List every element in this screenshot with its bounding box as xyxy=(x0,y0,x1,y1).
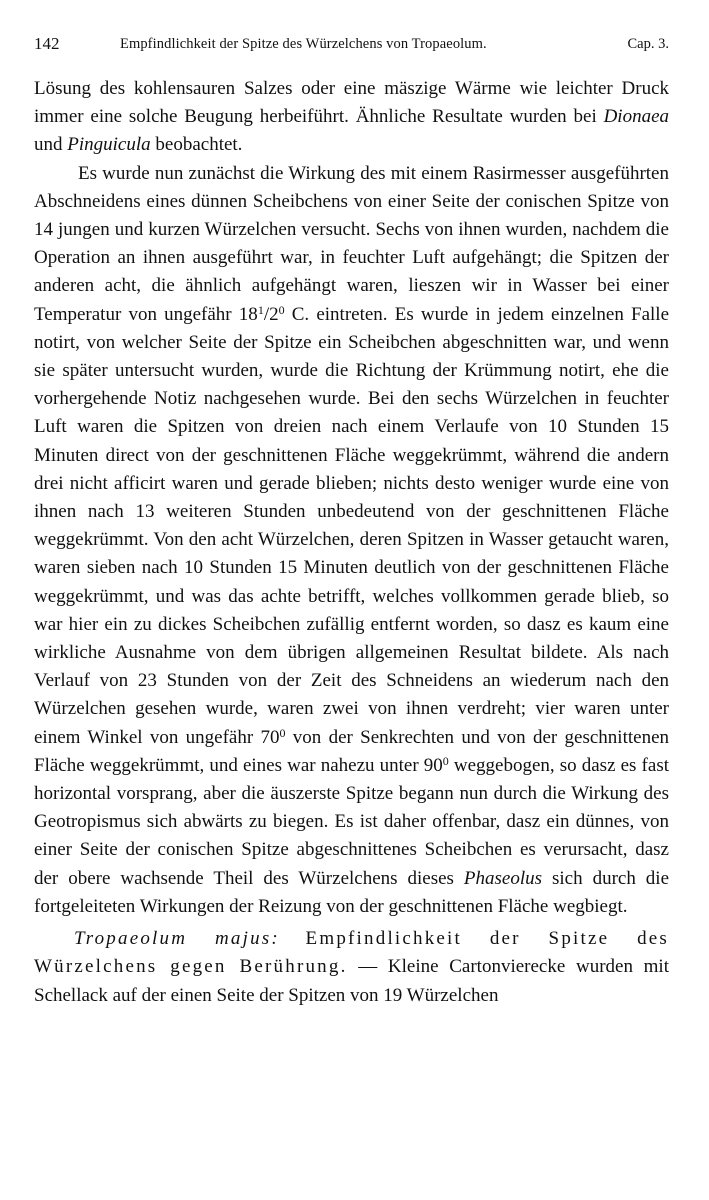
running-title: Empfindlichkeit der Spitze des Würzelchens von Tropaeolum. xyxy=(120,36,487,52)
paragraph-1: Lösung des kohlensauren Salzes oder eine mäszige Wärme wie leichter Druck immer eine solche Beugung herbeiführt. Ähnliche Resultate wurden bei Dionaea und Pinguicula beobachtet. xyxy=(34,78,669,156)
fraction-denominator: 2 xyxy=(269,303,279,325)
page-number: 142 xyxy=(34,34,60,53)
degree-sign: 0 xyxy=(279,725,286,740)
species-name: Tropaeolum majus: xyxy=(74,928,280,950)
genus-phaseolus: Phaseolus xyxy=(463,867,543,889)
genus-pinguicula: Pinguicula xyxy=(67,134,151,156)
fraction-numerator: 1 xyxy=(257,302,264,317)
degree-sign: 0 xyxy=(442,753,449,768)
chapter-label: Cap. 3. xyxy=(627,36,669,52)
paragraph-2: Es wurde nun zunächst die Wirkung des mit einem Rasirmesser ausgeführten Abschneidens eines dünnen Scheibchens von einer Seite der conischen Spitze von 14 jungen und kurzen Würzelchen versucht. Sechs von ihnen wurden, nachdem die Operation an ihnen ausgeführt war, in feuchter Luft aufgehängt; die Spitzen der anderen acht, die ähnlich aufgehängt waren, lieszen wir in Wasser bei einer Temperatur von ungefähr $18^1/2^0$ C. eintreten. Es wurde in jedem einzelnen Falle notirt, von welcher Seite der Spitze ein Scheibchen abgeschnitten war, und wenn sie später untersucht wurden, wurde die Richtung der Krümmung notirt, ehe die vorhergehende Notiz nachgesehen wurde. Bei den sechs Würzelchen in feuchter Luft waren die Spitzen von dreien nach einem Verlaufe von 10 Stunden 15 Minuten direct von der geschnittenen Fläche weggekrümmt, während die andern drei nicht afficirt waren und gerade blieben; nichts desto weniger wurde eine von ihnen nach 13 weiteren Stunden unbedeutend von der geschnittenen Fläche weggekrümmt. Von den acht Würzelchen, deren Spitzen in Wasser getaucht waren, waren sieben nach 10 Stunden 15 Minuten deutlich von der geschnittenen Fläche weggekrümmt, und was das achte betrifft, welches vollkommen gerade blieb, so war hier ein zu dickes Scheibchen zufällig entfernt worden, so dasz es kaum eine wirkliche Ausnahme von dem übrigen allgemeinen Resultat bildete. Als nach Verlauf von 23 Stunden von der Zeit des Schneidens an wiederum nach den Würzelchen gesehen wurde, waren zwei von ihnen verdreht; vier waren unter einem Winkel von ungefähr $70^0$ von der Senkrechten und von der geschnittenen Fläche weggekrümmt, und eines war nahezu unter $90^0$ weggebogen, so dasz es fast horizontal vorsprang, aber die äuszerste Spitze begann nun durch die Wirkung des Geotropismus sich abwärts zu biegen. Es ist daher offenbar, dasz ein dünnes, von einer Seite der conischen Spitze abgeschnittenes Scheibchen es verursacht, dasz der obere wachsende Theil des Würzelchens dieses Phaseolus sich durch die fortgeleiteten Wirkungen der Reizung von der geschnittenen Fläche wegbiegt. xyxy=(34,162,670,917)
paragraph-3: Tropaeolum majus: Empfindlichkeit der Spitze des Würzelchens gegen Berührung. — Kleine Cartonvierecke wurden mit Schellack auf der einen Seite der Spitzen von 19 Würzelchen xyxy=(34,928,670,1006)
body-text xyxy=(34,75,669,1010)
section-heading: Empfindlichkeit der Spitze des Würzelchens gegen Berührung. xyxy=(34,928,670,978)
running-header xyxy=(34,34,669,58)
degree-sign: 0 xyxy=(278,302,285,317)
genus-dionaea: Dionaea xyxy=(603,106,669,128)
